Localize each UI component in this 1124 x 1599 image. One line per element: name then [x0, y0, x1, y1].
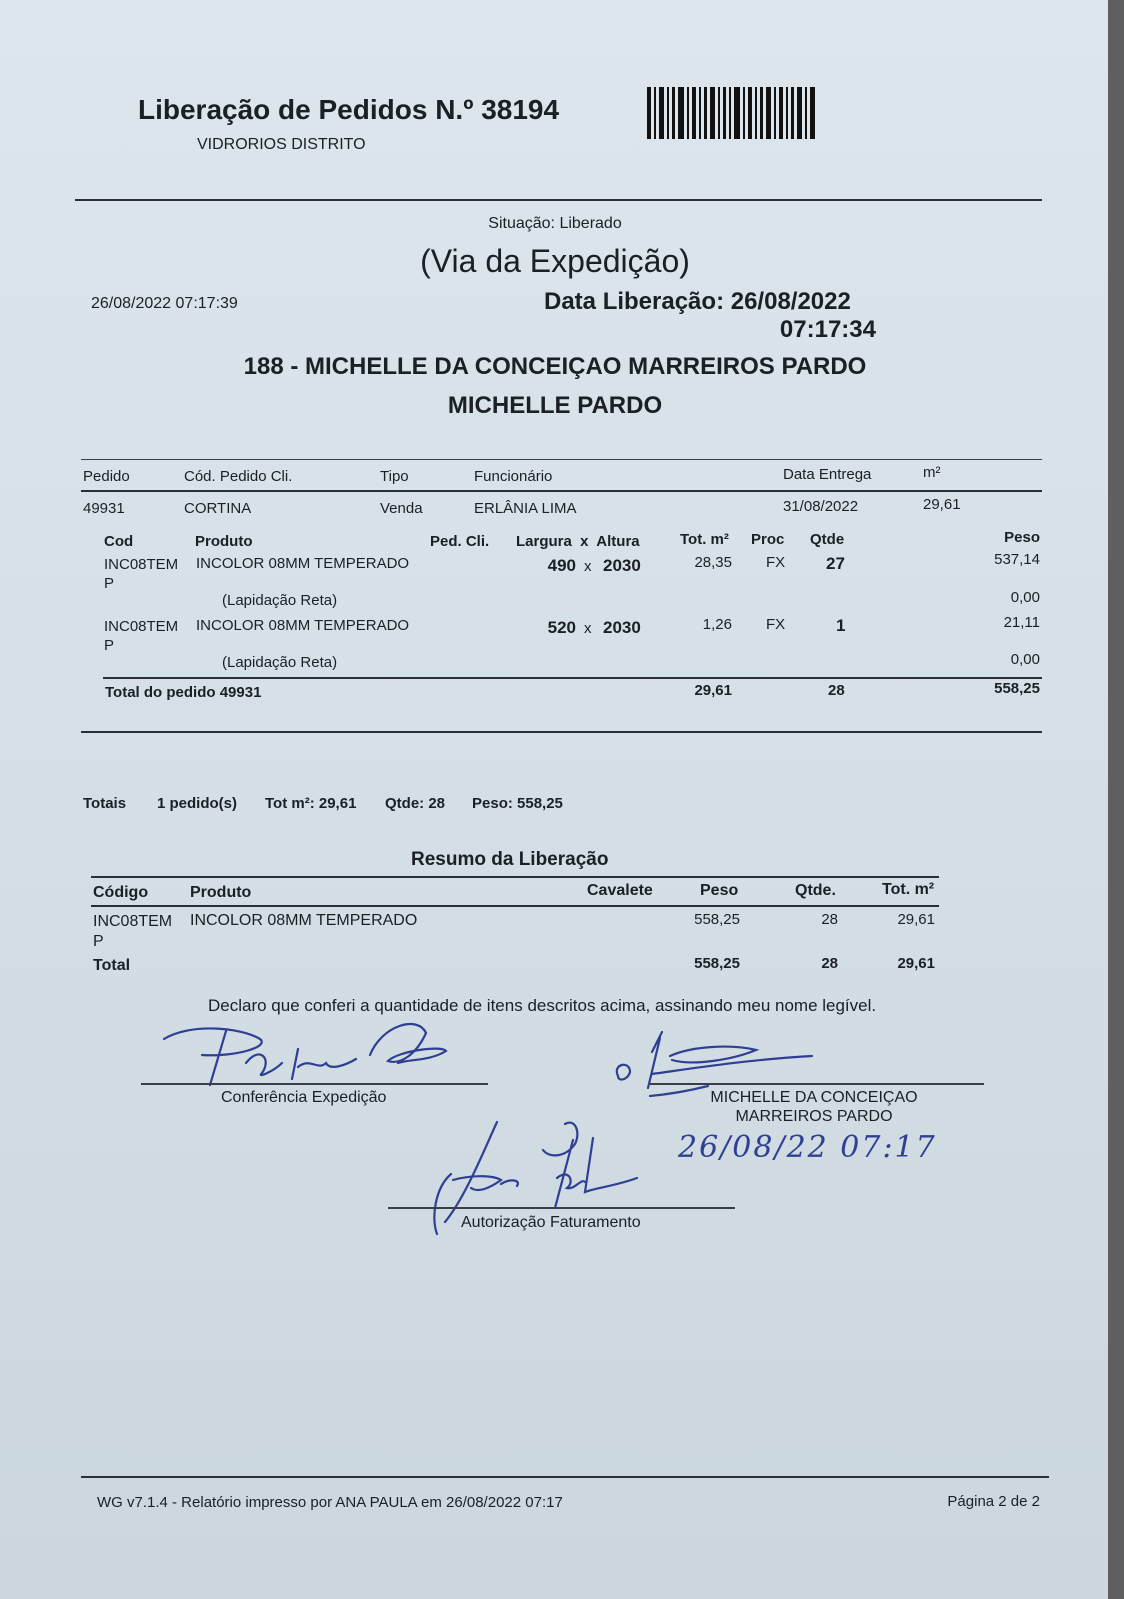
- handwritten-date: 26/08/22 07:17: [678, 1130, 937, 1165]
- order-total-peso: 558,25: [994, 680, 1040, 697]
- client-name-line2: MARREIROS PARDO: [735, 1108, 893, 1125]
- summary-col-cavalete: Cavalete: [587, 882, 653, 899]
- col-tipo: Tipo: [380, 468, 409, 485]
- item-2-qtde: 1: [836, 616, 846, 635]
- order-pedido: 49931: [83, 500, 125, 517]
- summary-total-qtde: 28: [821, 955, 838, 972]
- summary-col-produto: Produto: [190, 884, 252, 901]
- totals-label: Totais: [83, 795, 127, 812]
- summary-col-tot-m2: Tot. m²: [882, 881, 935, 898]
- item-1-qtde: 27: [826, 554, 845, 573]
- order-section-bottom-rule: [81, 731, 1042, 733]
- col-pedido: Pedido: [83, 468, 130, 485]
- footer-printed-by: WG v7.1.4 - Relatório impresso por ANA PAULA em 26/08/2022 07:17: [97, 1494, 563, 1511]
- item-2-sub: (Lapidação Reta): [222, 654, 338, 671]
- item-2-altura: 2030: [603, 618, 641, 637]
- items-col-qtde: Qtde: [810, 531, 845, 548]
- order-cod-pedido-cli: CORTINA: [184, 500, 252, 517]
- col-m2: m²: [923, 464, 941, 481]
- summary-title: Resumo da Liberação: [411, 849, 609, 870]
- totals-qtde: Qtde: 28: [385, 795, 446, 812]
- order-tipo: Venda: [380, 500, 423, 517]
- items-col-peso: Peso: [1004, 529, 1040, 546]
- item-1-tot-m2: 28,35: [694, 554, 732, 571]
- summary-total-peso: 558,25: [694, 955, 740, 972]
- col-data-entrega: Data Entrega: [783, 466, 872, 483]
- status-text: Situação: Liberado: [488, 215, 622, 232]
- client-name-line1: MICHELLE DA CONCEIÇAO: [710, 1089, 918, 1106]
- printed-timestamp: 26/08/2022 07:17:39: [91, 295, 238, 312]
- item-2-peso: 21,11: [1003, 614, 1040, 631]
- items-col-dimensions: Largura x Altura: [516, 533, 640, 550]
- client-short-name: MICHELLE PARDO: [447, 392, 663, 419]
- summary-header-rule: [91, 905, 939, 907]
- item-2-largura: 520: [547, 618, 576, 637]
- company-name: VIDRORIOS DISTRITO: [197, 136, 366, 153]
- summary-col-qtde: Qtde.: [795, 882, 836, 899]
- declaration-text: Declaro que conferi a quantidade de itens descritos acima, assinando meu nome legível.: [208, 996, 877, 1015]
- order-total-label: Total do pedido 49931: [105, 684, 262, 701]
- summary-total-tot-m2: 29,61: [897, 955, 935, 972]
- summary-row-codigo: INC08TEMP: [93, 913, 173, 950]
- client-name: 188 - MICHELLE DA CONCEIÇAO MARREIROS PARDO: [243, 353, 867, 380]
- order-header-bottom-rule: [81, 490, 1042, 492]
- release-time: 07:17:34: [779, 316, 876, 343]
- item-1-cod: INC08TEMP: [104, 556, 179, 592]
- item-1-sub: (Lapidação Reta): [222, 592, 338, 609]
- order-m2: 29,61: [923, 496, 961, 513]
- summary-row-tot-m2: 29,61: [897, 911, 935, 928]
- item-1-peso: 537,14: [994, 551, 1040, 568]
- totals-tot-m2: Tot m²: 29,61: [265, 795, 357, 812]
- items-col-proc: Proc: [751, 531, 785, 548]
- order-total-tot-m2: 29,61: [694, 682, 732, 699]
- summary-total-label: Total: [93, 957, 131, 974]
- summary-row-peso: 558,25: [694, 911, 740, 928]
- item-1-produto: INCOLOR 08MM TEMPERADO: [196, 555, 410, 572]
- order-total-qtde: 28: [828, 682, 845, 699]
- summary-row-qtde: 28: [821, 911, 838, 928]
- client-signature-line: [650, 1083, 984, 1085]
- release-date: Data Liberação: 26/08/2022: [544, 288, 851, 315]
- item-1-x: x: [584, 558, 592, 575]
- totals-peso: Peso: 558,25: [472, 795, 563, 812]
- summary-top-rule: [91, 876, 939, 878]
- header-rule: [75, 199, 1042, 201]
- footer-page-number: Página 2 de 2: [947, 1493, 1040, 1510]
- item-1-largura: 490: [547, 556, 576, 575]
- summary-col-peso: Peso: [700, 882, 739, 899]
- item-2-sub-peso: 0,00: [1010, 651, 1040, 668]
- order-funcionario: ERLÂNIA LIMA: [474, 500, 577, 517]
- item-2-proc: FX: [766, 616, 786, 633]
- autorizacao-line: [388, 1207, 735, 1209]
- conferencia-label: Conferência Expedição: [221, 1089, 387, 1106]
- item-2-tot-m2: 1,26: [702, 616, 732, 633]
- summary-row-produto: INCOLOR 08MM TEMPERADO: [190, 912, 418, 929]
- col-cod-pedido-cli: Cód. Pedido Cli.: [184, 468, 293, 485]
- document-title: Liberação de Pedidos N.º 38194: [138, 94, 560, 125]
- item-1-sub-peso: 0,00: [1010, 589, 1040, 606]
- conferencia-signature: [150, 1015, 460, 1090]
- autorizacao-label: Autorização Faturamento: [461, 1214, 641, 1231]
- footer-rule: [81, 1476, 1049, 1478]
- item-2-produto: INCOLOR 08MM TEMPERADO: [196, 617, 410, 634]
- items-col-cod: Cod: [104, 533, 134, 550]
- totals-pedidos: 1 pedido(s): [157, 795, 238, 812]
- item-1-proc: FX: [766, 554, 786, 571]
- copy-label: (Via da Expedição): [420, 243, 690, 279]
- item-1-altura: 2030: [603, 556, 641, 575]
- col-funcionario: Funcionário: [474, 468, 553, 485]
- summary-col-codigo: Código: [93, 884, 149, 901]
- barcode: [647, 87, 819, 139]
- conferencia-line: [141, 1083, 488, 1085]
- order-header-top-rule: [81, 459, 1042, 460]
- items-col-ped-cli: Ped. Cli.: [430, 533, 490, 550]
- order-total-rule: [103, 677, 1042, 679]
- item-2-cod: INC08TEMP: [104, 618, 179, 654]
- order-data-entrega: 31/08/2022: [783, 498, 859, 515]
- items-col-produto: Produto: [195, 533, 253, 550]
- items-col-tot-m2: Tot. m²: [680, 531, 729, 548]
- item-2-x: x: [584, 620, 592, 637]
